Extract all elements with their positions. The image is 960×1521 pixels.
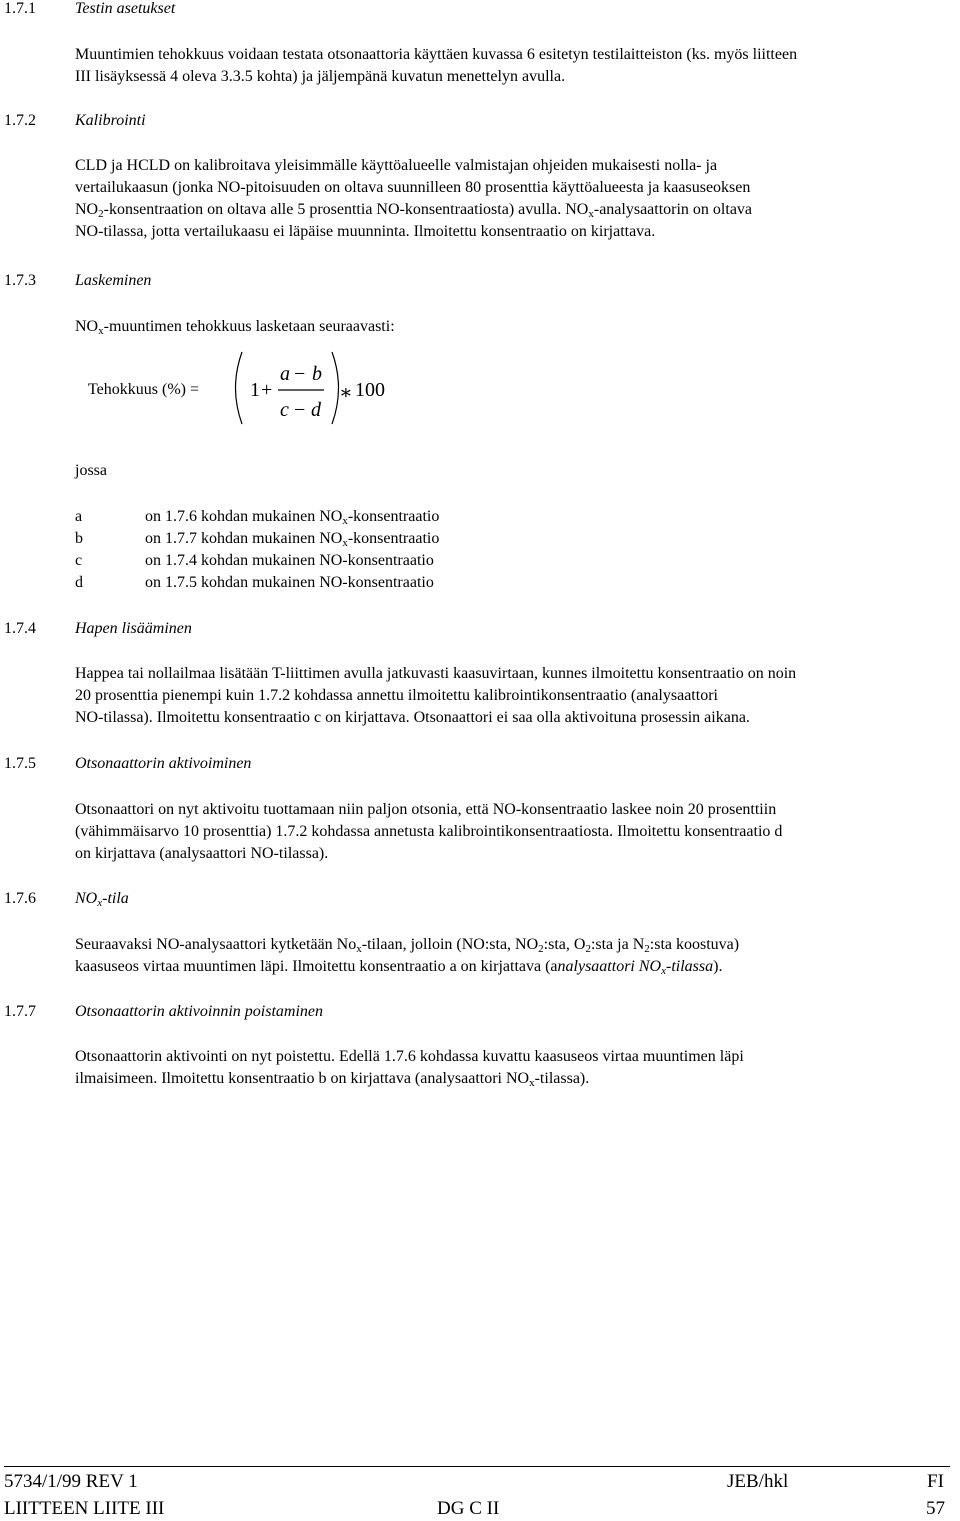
formula-label: Tehokkuus (%) = (88, 381, 199, 398)
formula-hundred: 100 (355, 379, 385, 401)
paragraph-line: kaasuseos virtaa muuntimen läpi. Ilmoitettu konsentraatio a on kirjattava (analysaattori $NO_x-tilassa$). (75, 958, 723, 977)
section-number-1-7-6: 1.7.6 (4, 890, 36, 907)
paragraph-1-7-7 (75, 1046, 959, 1090)
section-title-1-7-4: Hapen lisääminen (75, 620, 192, 637)
paragraph-1-7-4 (75, 663, 959, 729)
paragraph-1-7-2 (75, 155, 959, 243)
where-label: jossa (75, 462, 107, 479)
footer-initials: JEB/hkl (727, 1471, 789, 1492)
section-number-1-7-7: 1.7.7 (4, 1003, 36, 1020)
footer-dg: DG C II (437, 1498, 500, 1519)
paragraph-1-7-3-intro: $NO_x$-muuntimen tehokkuus lasketaan seuraavasti: (75, 318, 395, 337)
variable-row-a: a on 1.7.6 kohdan mukainen $NO_x$-konsentraatio (75, 508, 440, 527)
paragraph-line: Seuraavaksi NO-analysaattori kytketään $No_x$-tilaan, jolloin (NO:sta, $NO_2:sta$, $O_2:sta$ ja $N_2:sta$ koostuva) (75, 936, 740, 955)
section-title-1-7-2: Kalibrointi (75, 112, 146, 129)
paragraph-line: Otsonaattori on nyt aktivoitu tuottamaan niin paljon otsonia, että NO-konsentraatio laskee noin 20 prosenttiin (75, 801, 777, 818)
paragraph-line: ilmaisimeen. Ilmoitettu konsentraatio b on kirjattava (analysaattori $NO_x-tilassa$). (75, 1070, 590, 1089)
formula-numerator-b: b (312, 363, 322, 385)
section-number-1-7-2: 1.7.2 (4, 112, 36, 129)
paragraph-line: NO-tilassa, jotta vertailukaasu ei läpäise muunninta. Ilmoitettu konsentraatio on kirjattava. (75, 223, 656, 240)
section-number-1-7-1: 1.7.1 (4, 0, 36, 17)
section-title-1-7-1: Testin asetukset (75, 0, 176, 17)
footer-doc-ref: 5734/1/99 REV 1 (4, 1471, 138, 1492)
paragraph-line: on kirjattava (analysaattori NO-tilassa). (75, 845, 329, 862)
section-number-1-7-4: 1.7.4 (4, 620, 36, 637)
paragraph-line: Muuntimien tehokkuus voidaan testata otsonaattoria käyttäen kuvassa 6 esitetyn testilaitteiston (ks. myös liitteen (75, 46, 798, 63)
formula-times: ∗ (339, 382, 353, 404)
paragraph-1-7-1 (75, 44, 959, 88)
formula-one: 1 (250, 379, 260, 401)
section-title-1-7-7: Otsonaattorin aktivoinnin poistaminen (75, 1003, 323, 1020)
paragraph-line: Happea tai nollailmaa lisätään T-liittimen avulla jatkuvasti kaasuvirtaan, kunnes ilmoitettu konsentraatio on noin (75, 665, 797, 682)
left-parenthesis (236, 352, 243, 424)
footer-page-number: 57 (926, 1498, 945, 1519)
section-number-1-7-3: 1.7.3 (4, 272, 36, 289)
section-title-1-7-6: $NO_x$-tila (75, 890, 129, 909)
efficiency-formula (228, 348, 398, 438)
paragraph-line: NO-tilassa). Ilmoitettu konsentraatio c on kirjattava. Otsonaattori ei saa olla aktivoituna prosessin aikana. (75, 709, 750, 726)
paragraph-line: 20 prosenttia pienempi kuin 1.7.2 kohdassa annettu ilmoitettu kalibrointikonsentraatio (analysaattori (75, 687, 718, 704)
section-title-1-7-3: Laskeminen (75, 272, 152, 289)
paragraph-line: vertailukaasun (jonka NO-pitoisuuden on oltava suunnilleen 80 prosenttia käyttöalueesta ja kaasuseoksen (75, 179, 751, 196)
paragraph-1-7-6 (75, 934, 959, 978)
footer-rule (4, 1466, 950, 1467)
footer-annex: LIITTEEN LIITE III (4, 1498, 165, 1519)
variable-row-c: c on 1.7.4 kohdan mukainen NO-konsentraatio (75, 552, 434, 569)
formula-numerator-a: a (280, 363, 290, 385)
paragraph-line: III lisäyksessä 4 oleva 3.3.5 kohta) ja jäljempänä kuvatun menettelyn avulla. (75, 68, 566, 85)
section-number-1-7-5: 1.7.5 (4, 755, 36, 772)
formula-denominator-c: c (280, 399, 289, 421)
paragraph-line: Otsonaattorin aktivointi on nyt poistettu. Edellä 1.7.6 kohdassa kuvattu kaasuseos virtaa muuntimen läpi (75, 1048, 744, 1065)
right-parenthesis (332, 352, 339, 424)
variable-row-d: d on 1.7.5 kohdan mukainen NO-konsentraatio (75, 574, 434, 591)
formula-plus: + (261, 379, 273, 401)
paragraph-line: (vähimmäisarvo 10 prosenttia) 1.7.2 kohdassa annetusta kalibrointikonsentraatiosta. Ilmoitettu konsentraatio d (75, 823, 783, 840)
paragraph-line: CLD ja HCLD on kalibroitava yleisimmälle käyttöalueelle valmistajan ohjeiden mukaisesti nolla- ja (75, 157, 718, 174)
footer-language: FI (927, 1471, 944, 1492)
section-title-1-7-5: Otsonaattorin aktivoiminen (75, 755, 252, 772)
formula-minus-1: − (294, 363, 306, 385)
paragraph-line: $NO_2$-konsentraation on oltava alle 5 prosenttia NO-konsentraatiosta) avulla. $NO_x$-analysaattorin on oltava (75, 201, 753, 220)
formula-denominator-d: d (311, 399, 321, 421)
formula-minus-2: − (294, 399, 306, 421)
variable-row-b: b on 1.7.7 kohdan mukainen $NO_x$-konsentraatio (75, 530, 440, 549)
paragraph-1-7-5 (75, 799, 959, 865)
